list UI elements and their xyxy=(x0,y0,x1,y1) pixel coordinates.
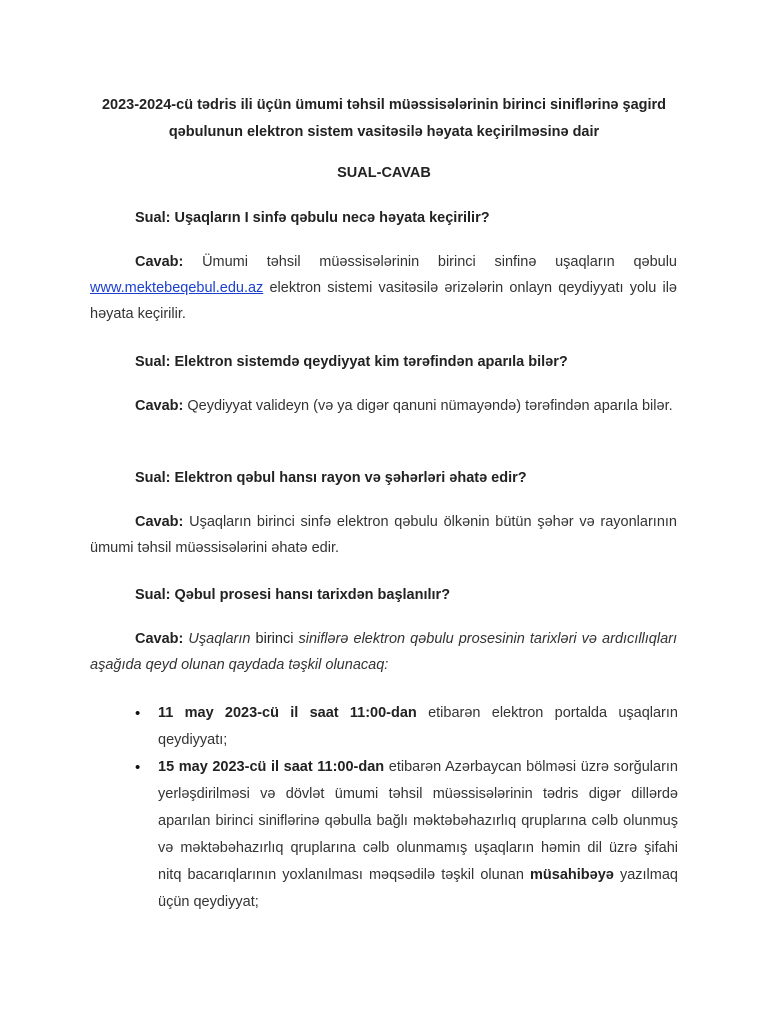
answer-2-text: Qeydiyyat valideyn (və ya digər qanuni nümayəndə) tərəfindən aparıla bilər. xyxy=(183,398,673,414)
list-item-date: 11 may 2023-cü il saat 11:00-dan xyxy=(158,705,417,721)
answer-3-text: Uşaqların birinci sinfə elektron qəbulu ölkənin bütün şəhər və rayonlarının ümumi təhsil müəssisələrini əhatə edir. xyxy=(90,514,677,556)
question-4: Sual: Qəbul prosesi hansı tarixdən başlanılır? xyxy=(135,587,451,603)
bullet-icon: • xyxy=(135,705,141,722)
question-3: Sual: Elektron qəbul hansı rayon və şəhərləri əhatə edir? xyxy=(135,470,527,486)
answer-1 xyxy=(90,249,677,327)
answer-label: Cavab: xyxy=(135,398,184,414)
list-item-text: etibarən Azərbaycan bölməsi üzrə sorğuların yerləşdirilməsi və dövlət ümumi təhsil müəssisələrinin tədris digər dillərdə aparılan birinci siniflərinə qəbulla bağlı məktəbəhazırlıq qruplarına cəlb olunmuş və məktəbəhazırlıq qruplarına cəlb olunmamış uşaqların həmin dil üzrə şifahi nitq bacarıqlarının yoxlanılması məqsədilə təşkil olunan xyxy=(158,759,678,883)
answer-label: Cavab: xyxy=(135,631,184,647)
answer-4-text-mid: birinci xyxy=(255,631,294,647)
answer-4-text-pre: Uşaqların xyxy=(183,631,256,647)
question-1: Sual: Uşaqların I sinfə qəbulu necə həyata keçirilir? xyxy=(135,210,490,226)
answer-1-text-post: elektron sistemi vasitəsilə ərizələrin onlayn qeydiyyatı yolu ilə həyata keçirilir. xyxy=(90,280,677,322)
website-link[interactable]: www.mektebeqebul.edu.az xyxy=(90,280,264,296)
title-line-1: 2023-2024-cü tədris ili üçün ümumi təhsil müəssisələrinin birinci siniflərinə şagird xyxy=(101,97,667,113)
schedule-list xyxy=(135,700,678,916)
answer-label: Cavab: xyxy=(135,514,184,530)
list-item-date: 15 may 2023-cü il saat 11:00-dan xyxy=(158,759,385,775)
answer-label: Cavab: xyxy=(135,254,184,270)
question-2: Sual: Elektron sistemdə qeydiyyat kim tərəfindən aparıla bilər? xyxy=(135,354,568,370)
bullet-icon: • xyxy=(135,759,141,776)
answer-1-text-pre: Ümumi təhsil müəssisələrinin birinci sinfinə uşaqların qəbulu xyxy=(183,254,677,270)
list-item-emphasis: müsahibəyə xyxy=(530,867,614,883)
list-item xyxy=(135,700,678,754)
answer-3 xyxy=(90,509,677,561)
list-item-text: etibarən elektron portalda uşaqların qeydiyyatı; xyxy=(158,705,678,748)
list-item xyxy=(135,754,678,916)
document-title xyxy=(0,92,768,146)
title-line-2: qəbulunun elektron sistem vasitəsilə həyata keçirilməsinə dair xyxy=(168,124,600,140)
section-subtitle: SUAL-CAVAB xyxy=(337,165,431,181)
answer-4 xyxy=(90,626,677,678)
answer-2 xyxy=(90,393,677,419)
list-item-text-end: yazılmaq üçün qeydiyyat; xyxy=(158,867,678,910)
answer-4-text-post: siniflərə elektron qəbulu prosesinin tarixləri və ardıcıllıqları aşağıda qeyd olunan qaydada təşkil olunacaq: xyxy=(90,631,677,673)
